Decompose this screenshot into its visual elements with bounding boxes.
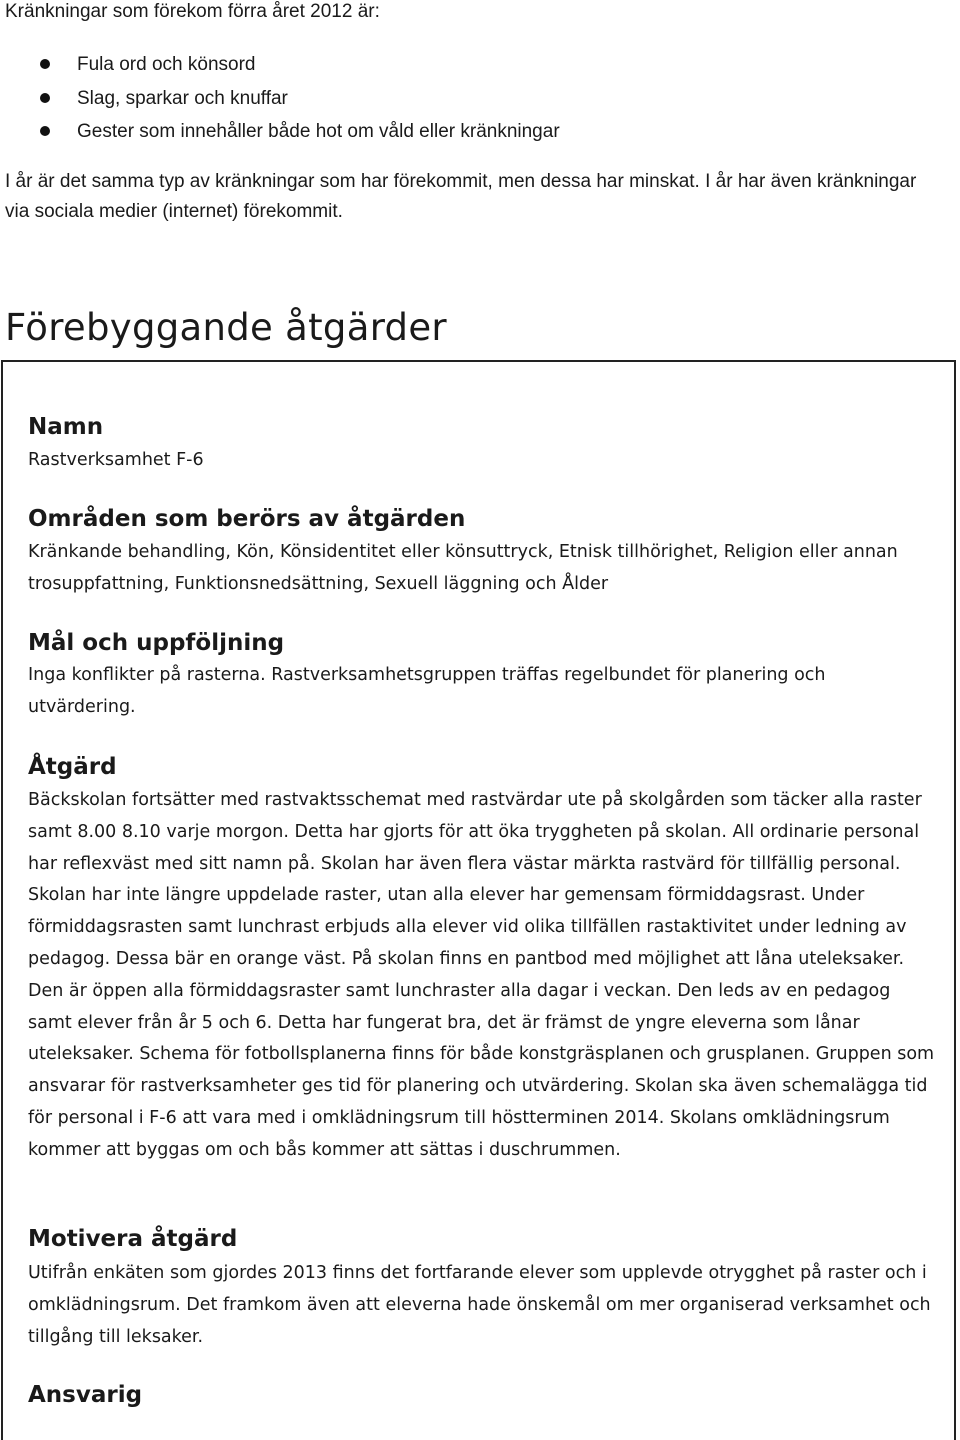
name-block [28,412,938,477]
bullet-icon [40,93,50,103]
action-label: Åtgärd [28,754,117,780]
intro-heading: Kränkningar som förekom förra året 2012 är: [5,1,380,22]
list-item-text: Fula ord och könsord [77,54,256,75]
bullet-icon [40,126,50,136]
bullet-icon [40,59,50,69]
responsible-label: Ansvarig [28,1382,143,1408]
areas-label: Områden som berörs av åtgärden [28,506,466,532]
list-item-text: Gester som innehåller både hot om våld eller kränkningar [77,121,560,142]
motivate-block [28,1224,938,1353]
list-item [0,48,560,82]
responsible-block [28,1380,938,1410]
motivate-value: Utifrån enkäten som gjordes 2013 finns det fortfarande elever som upplevde otrygghet på raster och i omklädningsrum. Det framkom även att eleverna hade önskemål om mer organiserad verksamhet och tillgång till leksaker. [28,1263,931,1347]
section-title: Förebyggande åtgärder [5,306,447,349]
goal-block [28,628,938,724]
name-label: Namn [28,414,104,440]
areas-value: Kränkande behandling, Kön, Könsidentitet eller könsuttryck, Etnisk tillhörighet, Religion eller annan trosuppfattning, Funktionsnedsättning, Sexuell läggning och Ålder [28,542,898,594]
goal-value: Inga konflikter på rasterna. Rastverksamhetsgruppen träffas regelbundet för planering och utvärdering. [28,665,826,717]
list-item-text: Slag, sparkar och knuffar [77,87,288,109]
motivate-label: Motivera åtgärd [28,1226,238,1252]
list-item [0,82,560,116]
name-value: Rastverksamhet F-6 [28,450,204,470]
list-item [0,115,560,149]
incident-list [0,48,560,149]
areas-block [28,504,938,601]
intro-paragraph: I år är det samma typ av kränkningar som har förekommit, men dessa har minskat. I år har även kränkningar via sociala medier (internet) förekommit. [5,171,917,222]
action-value: Bäckskolan fortsätter med rastvaktsschemat med rastvärdar ute på skolgården som täcker alla raster samt 8.00 8.10 varje morgon. Detta har gjorts för att öka tryggheten på skolan. All ordinarie personal har reflexväst med sitt namn på. Skolan har även flera västar märkta rastvärd för tillfällig personal. Skolan har inte längre uppdelade raster, utan alla elever har gemensam förmiddagsrast. Under förmiddagsrasten samt lunchrast erbjuds alla elever vid olika tillfällen rastaktivitet under ledning av pedagog. Dessa bär en orange väst. På skolan finns en pantbod med möjlighet att låna uteleksaker. Den är öppen alla förmiddagsraster samt lunchraster alla dagar i veckan. Den leds av en pedagog samt elever från år 5 och 6. Detta har fungerat bra, det är främst de yngre eleverna som lånar uteleksaker. Schema för fotbollsplanerna finns för både konstgräsplanen och grusplanen. Gruppen som ansvarar för rastverksamheter ges tid för planering och utvärdering. Skolan ska även schemalägga tid för personal i F-6 att vara med i omklädningsrum till höstterminen 2014. Skolans omklädningsrum kommer att byggas om och bås kommer att sättas i duschrummen. [28,790,935,1160]
goal-label: Mål och uppföljning [28,630,285,656]
action-block [28,752,938,1167]
